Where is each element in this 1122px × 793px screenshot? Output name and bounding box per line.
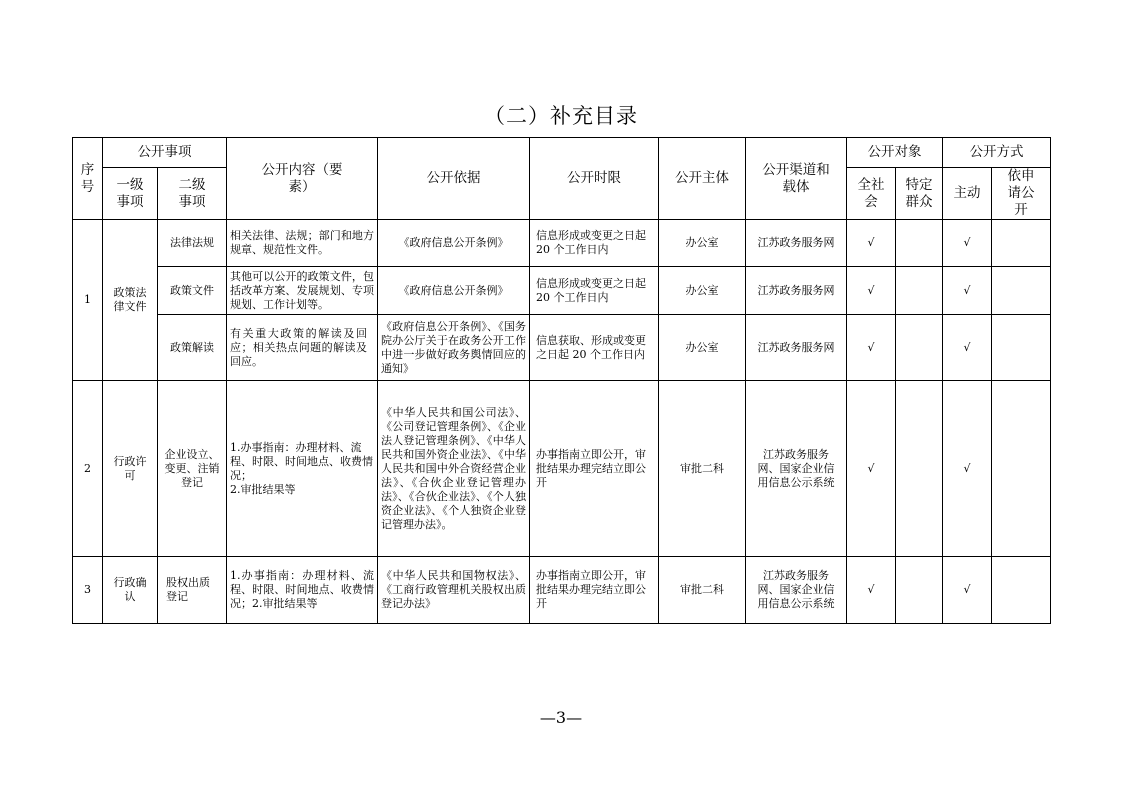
header-items: 公开事项 [103,138,227,168]
row-active: √ [943,220,992,267]
row-content: 1.办事指南：办理材料、流程、时限、时间地点、收费情况； 2.审批结果等 [227,381,378,557]
row-active: √ [943,315,992,381]
header-active: 主动 [943,168,992,220]
row-subject: 审批二科 [659,557,746,624]
row-channel: 江苏政务服务网、国家企业信用信息公示系统 [746,557,847,624]
row-content: 1.办事指南：办理材料、流程、时限、时间地点、收费情况；2.审批结果等 [227,557,378,624]
row-level2: 政策解读 [158,315,227,381]
row-level1: 政策法律文件 [103,220,158,381]
row-basis: 《中华人民共和国物权法》、《工商行政管理机关股权出质登记办法》 [378,557,530,624]
row-seq: 2 [73,381,103,557]
header-on-request: 依申请公开 [992,168,1051,220]
row-specific-group [896,315,943,381]
row-channel: 江苏政务服务网、国家企业信用信息公示系统 [746,381,847,557]
header-specific-group: 特定群众 [896,168,943,220]
header-row-1 [73,138,1051,168]
table-row [73,557,1051,624]
row-time-limit: 信息获取、形成或变更之日起 20 个工作日内 [530,315,659,381]
row-level1: 行政许可 [103,381,158,557]
header-level2: 二级事项 [158,168,227,220]
row-all-society: √ [847,381,896,557]
row-all-society: √ [847,315,896,381]
row-all-society: √ [847,220,896,267]
row-level1: 行政确认 [103,557,158,624]
row-specific-group [896,220,943,267]
row-content: 有关重大政策的解读及回应；相关热点问题的解读及回应。 [227,315,378,381]
row-seq: 1 [73,220,103,381]
header-audience: 公开对象 [847,138,943,168]
row-basis: 《政府信息公开条例》 [378,220,530,267]
header-subject: 公开主体 [659,138,746,220]
header-time-limit: 公开时限 [530,138,659,220]
row-basis: 《政府信息公开条例》 [378,267,530,315]
row-time-limit: 信息形成或变更之日起 20 个工作日内 [530,220,659,267]
header-method: 公开方式 [943,138,1051,168]
header-basis: 公开依据 [378,138,530,220]
row-on-request [992,220,1051,267]
page-title: （二）补充目录 [484,104,638,128]
row-on-request [992,267,1051,315]
header-content: 公开内容（要素） [227,138,378,220]
row-level2: 企业设立、变更、注销登记 [158,381,227,557]
row-active: √ [943,557,992,624]
row-basis: 《政府信息公开条例》、《国务院办公厅关于在政务公开工作中进一步做好政务舆情回应的通知》 [378,315,530,381]
row-content: 其他可以公开的政策文件，包括改革方案、发展规划、专项规划、工作计划等。 [227,267,378,315]
row-specific-group [896,267,943,315]
row-subject: 审批二科 [659,381,746,557]
row-on-request [992,381,1051,557]
header-channel: 公开渠道和载体 [746,138,847,220]
row-time-limit: 办事指南立即公开，审批结果办理完结立即公开 [530,381,659,557]
table-row [73,381,1051,557]
row-all-society: √ [847,267,896,315]
row-active: √ [943,381,992,557]
row-specific-group [896,557,943,624]
row-specific-group [896,381,943,557]
row-subject: 办公室 [659,315,746,381]
row-channel: 江苏政务服务网 [746,315,847,381]
row-time-limit: 办事指南立即公开，审批结果办理完结立即公开 [530,557,659,624]
header-level1: 一级事项 [103,168,158,220]
row-subject: 办公室 [659,267,746,315]
page-number: —3— [539,708,583,727]
row-level2: 股权出质登记 [158,557,227,624]
row-basis: 《中华人民共和国公司法》、《公司登记管理条例》、《企业法人登记管理条例》、《中华人民共和国外资企业法》、《中华人民共和国中外合资经营企业法》、《合伙企业登记管理办法》、《合伙企业法》、《个人独资企业法》、《个人独资企业登记管理办法》。 [378,381,530,557]
row-subject: 办公室 [659,220,746,267]
row-channel: 江苏政务服务网 [746,220,847,267]
header-seq: 序号 [73,138,103,220]
row-all-society: √ [847,557,896,624]
row-seq: 3 [73,557,103,624]
row-channel: 江苏政务服务网 [746,267,847,315]
disclosure-catalog-table [72,137,1051,624]
table-row [73,220,1051,267]
row-on-request [992,315,1051,381]
row-time-limit: 信息形成或变更之日起 20 个工作日内 [530,267,659,315]
header-all-society: 全社会 [847,168,896,220]
table-row [73,315,1051,381]
table-row [73,267,1051,315]
row-on-request [992,557,1051,624]
row-content: 相关法律、法规；部门和地方规章、规范性文件。 [227,220,378,267]
row-active: √ [943,267,992,315]
row-level2: 法律法规 [158,220,227,267]
row-level2: 政策文件 [158,267,227,315]
